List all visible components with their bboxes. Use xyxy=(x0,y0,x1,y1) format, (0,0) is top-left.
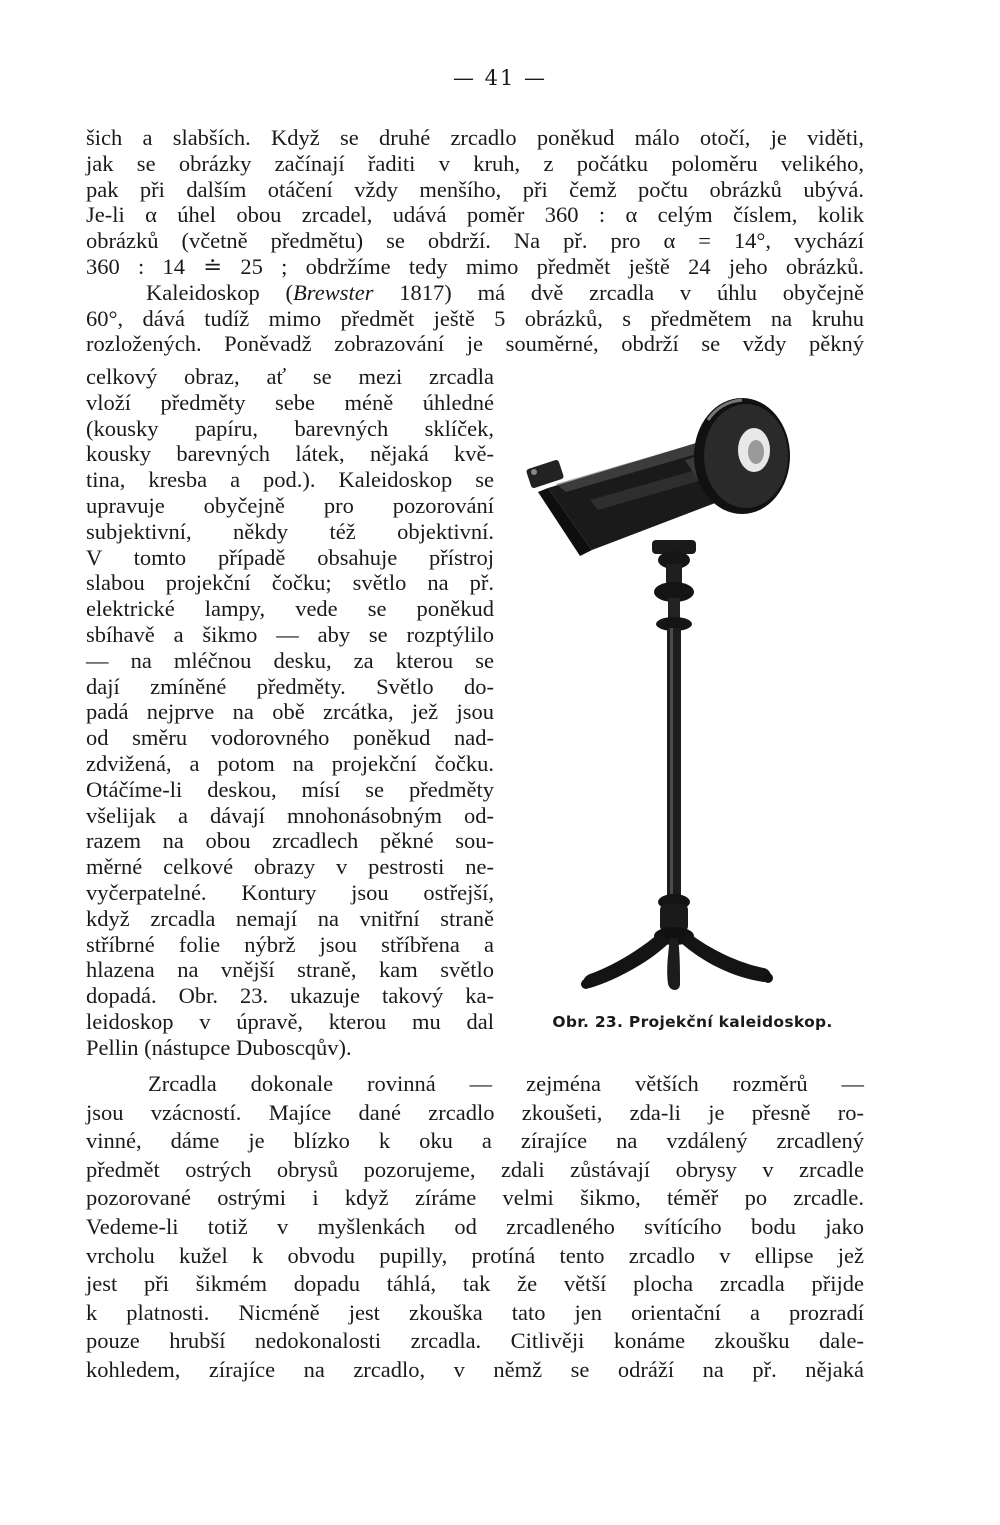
page-number: — 41 — xyxy=(452,66,548,90)
text-line: kousky barevných látek, nějaká kvě- xyxy=(86,441,494,467)
text-line: 60°, dává tudíž mimo předmět ještě 5 obrázků, s předmětem na kruhu xyxy=(86,305,864,331)
text-line: padá nejprve na obě zrcátka, jež jsou xyxy=(86,699,494,725)
text-line: vrcholu kužel k obvodu pupilly, protíná tento zrcadlo v ellipse jež xyxy=(86,1242,864,1268)
text-line: obrázků (včetně předmětu) se obdrží. Na př. pro α = 14°, vychází xyxy=(86,228,864,254)
text-line: pouze hrubší nedokonalosti zrcadla. Citlivěji konáme zkoušku dale- xyxy=(86,1328,864,1354)
stand-pillar xyxy=(654,628,694,945)
stand-tripod xyxy=(581,932,773,990)
text-line: — na mléčnou desku, za kterou se xyxy=(86,647,494,673)
text-line: předmět ostrých obrysů pozorujeme, zdali zůstávají obrysy v zrcadle xyxy=(86,1156,864,1182)
author-name: Brewster xyxy=(293,279,374,305)
text-line: slabou projekční čočku; světlo na př. xyxy=(86,570,494,596)
text-line: šich a slabších. Když se druhé zrcadlo poněkud málo otočí, je viděti, xyxy=(86,125,864,150)
text-block-bottom xyxy=(86,1070,864,1385)
text-line: elektrické lampy, vede se poněkud xyxy=(86,596,494,622)
text-line: stříbrné folie nýbrž jsou stříbřena a xyxy=(86,931,494,957)
text-block-left xyxy=(86,364,494,1061)
text-line: vinné, dáme je blízko k oku a zírajíce na vzdálený zrcadlený xyxy=(86,1128,864,1154)
text-line: leidoskop v úpravě, kterou mu dal xyxy=(86,1008,494,1034)
text-line: rozložených. Poněvadž zobrazování je souměrné, obdrží se vždy pěkný xyxy=(86,331,864,357)
text-line: subjektivní, někdy též objektivní. xyxy=(86,518,494,544)
text-line: (kousky papíru, barevných sklíček, xyxy=(86,415,494,441)
text-line: V tomto případě obsahuje přístroj xyxy=(86,544,494,570)
stand-collar xyxy=(652,540,696,631)
text-span: 1817) má dvě zrcadla v úhlu obyčejně xyxy=(373,279,864,305)
text-line: jest při šikmém dopadu táhlá, tak že větší plocha zrcadla přijde xyxy=(86,1271,864,1297)
text-line: když zrcadla nemají na vnitřní straně xyxy=(86,905,494,931)
text-line: Pellin (nástupce Duboscqův). xyxy=(86,1034,352,1060)
text-line: od směru vodorovného poněkud nad- xyxy=(86,725,494,751)
text-line: dají zmíněné předměty. Světlo do- xyxy=(86,673,494,699)
text-line: 360 : 14 ≐ 25 ; obdržíme tedy mimo předmět ještě 24 jeho obrázků. xyxy=(86,253,864,279)
figure-caption: Obr. 23. Projekční kaleidoskop. xyxy=(552,1013,833,1031)
kaleidoscope-disc xyxy=(694,398,790,514)
text-line: pozorované ostrými i když zíráme velmi šikmo, téměř po zrcadle. xyxy=(86,1185,864,1211)
text-line: kohledem, zírajíce na zrcadlo, v němž se odráží na př. nějaká xyxy=(86,1356,864,1382)
text-span: Kaleidoskop ( xyxy=(146,279,294,305)
text-line: dopadá. Obr. 23. ukazuje takový ka- xyxy=(86,983,494,1009)
text-line: Vedeme-li totiž v myšlenkách od zrcadleného svítícího bodu jako xyxy=(86,1213,864,1239)
text-line: celkový obraz, ať se mezi zrcadla xyxy=(86,364,494,389)
text-line: pak při dalším otáčení vždy menšího, při čemž počtu obrázků ubývá. xyxy=(86,176,864,202)
text-line: hlazena na vnější straně, kam světlo xyxy=(86,957,494,983)
text-line: Zrcadla dokonale rovinná — zejména větších rozměrů — xyxy=(148,1071,864,1096)
text-line: jak se obrázky začínají řaditi v kruh, z počátku poloměru velikého, xyxy=(86,150,864,176)
text-line: zdvižená, a potom na projekční čočku. xyxy=(86,750,494,776)
text-line: vyčerpatelné. Kontury jsou ostřejší, xyxy=(86,879,494,905)
text-line: vloží předměty sebe méně úhledné xyxy=(86,389,494,415)
text-line: upravuje obyčejně pro pozorování xyxy=(86,492,494,518)
kaleidoscope-illustration-icon xyxy=(520,380,865,1005)
text-line: tina, kresba a pod.). Kaleidoskop se xyxy=(86,467,494,493)
text-line: Otáčíme-li deskou, mísí se předměty xyxy=(86,776,494,802)
figure-kaleidoscope xyxy=(520,380,865,1005)
text-line xyxy=(86,280,864,306)
text-line: měrné celkové obrazy v pestrosti ne- xyxy=(86,854,494,880)
text-block-top xyxy=(86,125,864,357)
text-line: razem na obou zrcadlech pěkné sou- xyxy=(86,828,494,854)
text-line: Je-li α úhel obou zrcadel, udává poměr 360 : α celým číslem, kolik xyxy=(86,202,864,228)
text-line: k platnosti. Nicméně jest zkouška tato jen orientační a prozradí xyxy=(86,1299,864,1325)
text-line: sbíhavě a šikmo — aby se rozptýlilo xyxy=(86,621,494,647)
text-line: všelijak a dávají mnohonásobným od- xyxy=(86,802,494,828)
text-line: jsou vzácností. Majíce dané zrcadlo zkoušeti, zda-li je přesně ro- xyxy=(86,1099,864,1125)
